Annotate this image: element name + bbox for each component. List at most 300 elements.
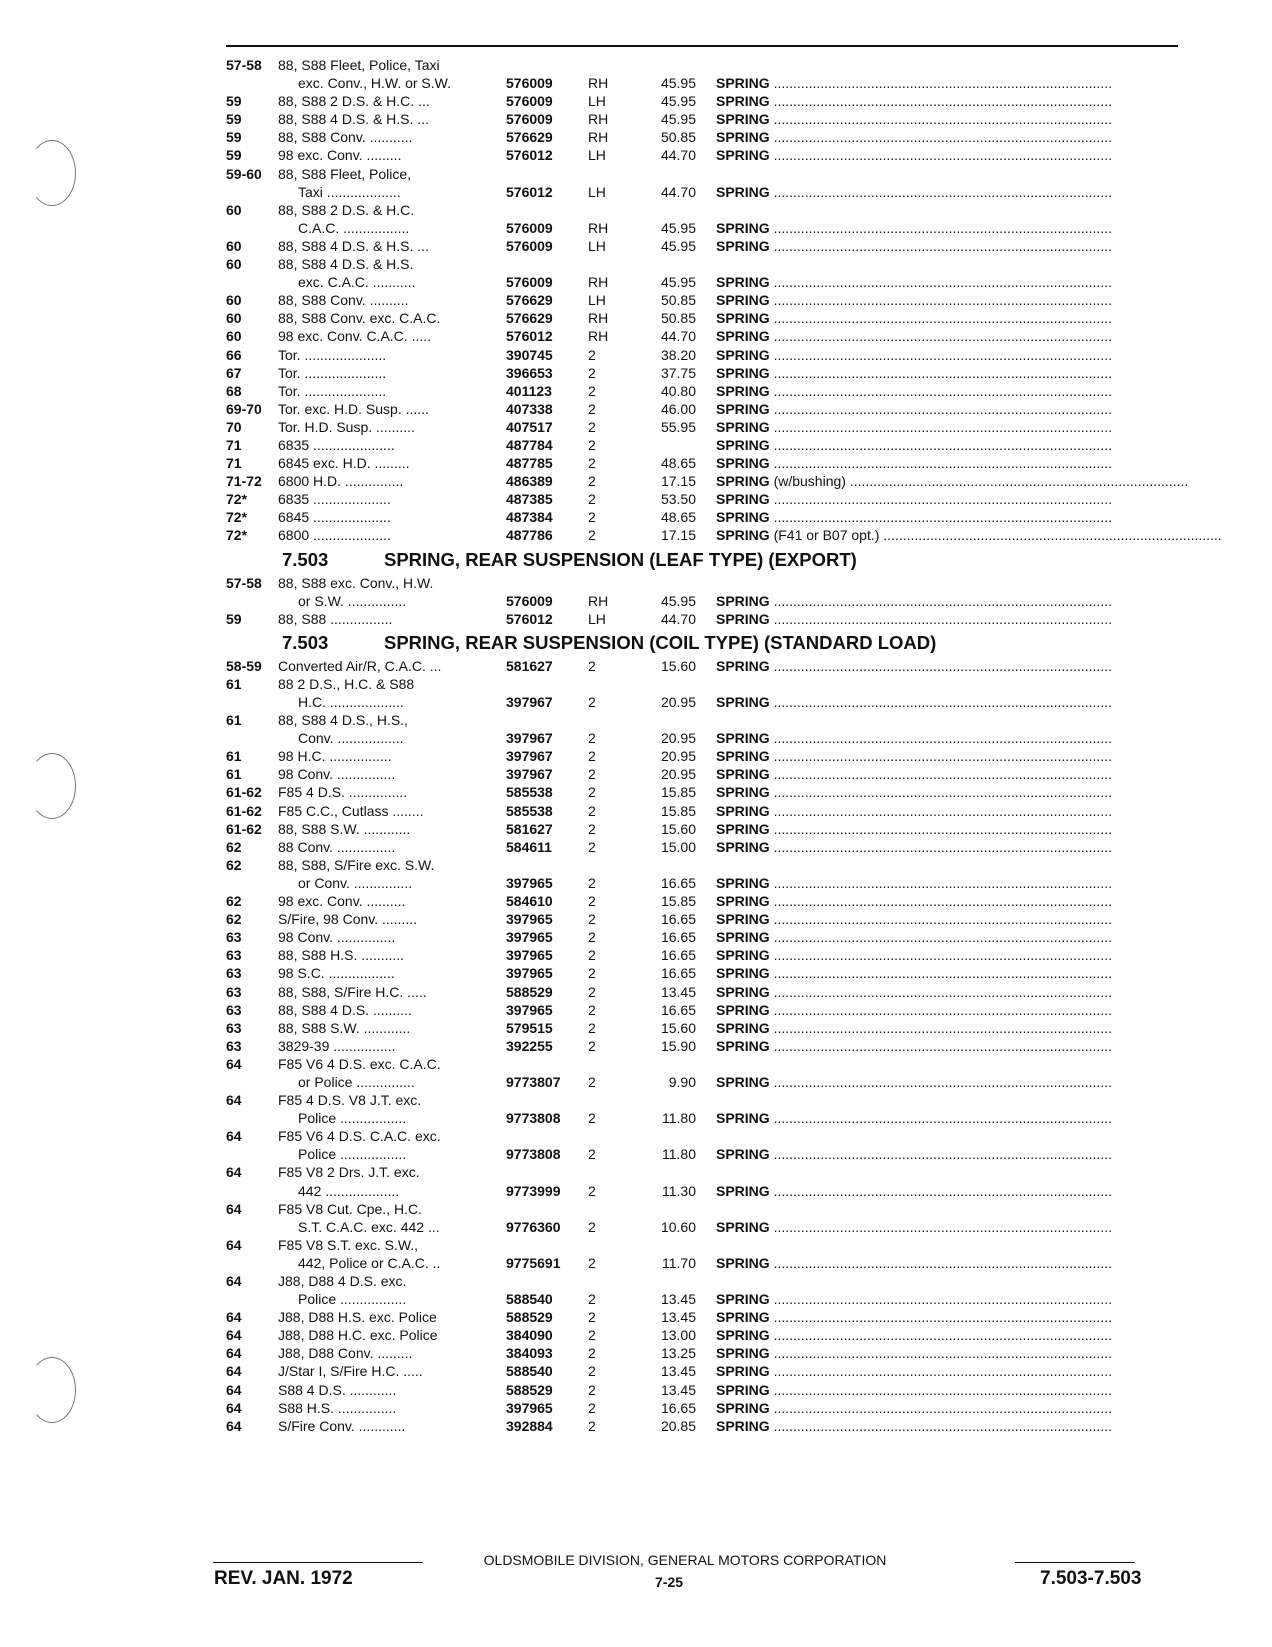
quantity: 2 bbox=[588, 473, 596, 490]
part-name: SPRING bbox=[716, 1218, 770, 1235]
price: 45.95 bbox=[660, 75, 696, 92]
part-name: SPRING bbox=[716, 400, 770, 417]
leader-dots: ....................................................................................... bbox=[769, 610, 1112, 627]
model-year: 72* bbox=[226, 527, 248, 544]
leader-dots: ....................................................................................... bbox=[769, 592, 1112, 609]
leader-dots: ....................................................................................... bbox=[769, 657, 1112, 674]
leader-dots: ....................................................................................... bbox=[769, 947, 1112, 964]
model-description: 98 exc. Conv. ......... bbox=[278, 147, 402, 164]
price: 15.00 bbox=[660, 838, 696, 855]
model-description: Tor. H.D. Susp. .......... bbox=[278, 418, 415, 435]
part-name: SPRING bbox=[716, 748, 770, 765]
part-number: 588540 bbox=[506, 1291, 553, 1308]
leader-dots: ....................................................................................... bbox=[879, 527, 1222, 544]
price: 20.95 bbox=[660, 766, 696, 783]
model-description: Police ................. bbox=[298, 1146, 407, 1163]
part-name: SPRING bbox=[716, 1327, 770, 1344]
leader-dots: ....................................................................................... bbox=[769, 1327, 1112, 1344]
table-row bbox=[226, 1362, 1181, 1380]
price: 15.85 bbox=[660, 802, 696, 819]
quantity: 2 bbox=[588, 983, 596, 1000]
part-description bbox=[716, 657, 1181, 676]
price: 13.45 bbox=[660, 1363, 696, 1380]
table-row bbox=[226, 1236, 1181, 1272]
model-year: 64 bbox=[226, 1381, 242, 1398]
table-row bbox=[226, 783, 1181, 801]
price: 45.95 bbox=[660, 93, 696, 110]
quantity: 2 bbox=[588, 1146, 596, 1163]
model-description: 88, S88 ................ bbox=[278, 610, 393, 627]
part-description bbox=[716, 183, 1181, 202]
part-number: 576629 bbox=[506, 129, 553, 146]
model-description: 88, S88 exc. Conv., H.W. bbox=[278, 574, 434, 591]
page-number: 7-25 bbox=[655, 1574, 684, 1590]
price: 45.95 bbox=[660, 274, 696, 291]
section-number: 7.503 bbox=[282, 548, 329, 570]
leader-dots: ....................................................................................... bbox=[769, 1399, 1112, 1416]
model-description: F85 4 D.S. V8 J.T. exc. bbox=[278, 1092, 422, 1109]
model-description: Tor. ..................... bbox=[278, 382, 387, 399]
table-row bbox=[226, 490, 1181, 508]
part-number: 487385 bbox=[506, 491, 553, 508]
model-description: 442, Police or C.A.C. .. bbox=[298, 1254, 441, 1271]
price: 15.90 bbox=[660, 1037, 696, 1054]
leader-dots: ....................................................................................... bbox=[769, 129, 1112, 146]
model-year: 59 bbox=[226, 610, 242, 627]
part-number: 576012 bbox=[506, 147, 553, 164]
model-year: 60 bbox=[226, 310, 242, 327]
model-description: or Police ............... bbox=[298, 1073, 415, 1090]
table-row bbox=[226, 1399, 1181, 1417]
quantity: RH bbox=[588, 111, 609, 128]
part-name: SPRING bbox=[716, 1110, 770, 1127]
quantity: 2 bbox=[588, 1363, 596, 1380]
table-row bbox=[226, 364, 1181, 382]
model-description: 88, S88 S.W. ............ bbox=[278, 1019, 411, 1036]
quantity: 2 bbox=[588, 1254, 596, 1271]
part-name: SPRING bbox=[716, 1182, 770, 1199]
part-description bbox=[716, 1381, 1181, 1400]
part-number: 576012 bbox=[506, 610, 553, 627]
quantity: 2 bbox=[588, 1291, 596, 1308]
part-description bbox=[716, 472, 1189, 491]
quantity: 2 bbox=[588, 1345, 596, 1362]
binder-hole-icon bbox=[28, 140, 76, 206]
part-number: 407517 bbox=[506, 418, 553, 435]
table-row bbox=[226, 910, 1181, 928]
price: 11.30 bbox=[662, 1182, 696, 1199]
model-year: 63 bbox=[226, 965, 242, 982]
model-year: 61 bbox=[226, 712, 242, 729]
part-number: 576009 bbox=[506, 93, 553, 110]
model-year: 61 bbox=[226, 675, 242, 692]
part-number: 576009 bbox=[506, 75, 553, 92]
model-year: 59 bbox=[226, 111, 242, 128]
model-description: 6845 .................... bbox=[278, 509, 391, 526]
table-row bbox=[226, 802, 1181, 820]
model-description: 88 Conv. ............... bbox=[278, 838, 396, 855]
part-description bbox=[716, 490, 1181, 509]
model-description: Conv. ................. bbox=[298, 730, 404, 747]
part-description bbox=[716, 1290, 1181, 1309]
part-name: SPRING bbox=[716, 1073, 770, 1090]
leader-dots: ....................................................................................... bbox=[769, 838, 1112, 855]
part-number: 9776360 bbox=[506, 1218, 561, 1235]
part-number: 397965 bbox=[506, 947, 553, 964]
model-year: 64 bbox=[226, 1164, 242, 1181]
parts-listing bbox=[226, 56, 1222, 1435]
part-name: SPRING bbox=[716, 75, 770, 92]
model-year: 64 bbox=[226, 1236, 242, 1253]
part-name: SPRING bbox=[716, 802, 770, 819]
part-name: SPRING bbox=[716, 1381, 770, 1398]
part-number: 588540 bbox=[506, 1363, 553, 1380]
table-row bbox=[226, 255, 1181, 291]
part-name: SPRING bbox=[716, 610, 770, 627]
part-name: SPRING bbox=[716, 418, 770, 435]
model-year: 60 bbox=[226, 256, 242, 273]
part-name: SPRING bbox=[716, 93, 770, 110]
model-description: J88, D88 Conv. ......... bbox=[278, 1345, 413, 1362]
price: 44.70 bbox=[660, 183, 696, 200]
model-description: S/Fire, 98 Conv. ......... bbox=[278, 911, 418, 928]
model-year: 60 bbox=[226, 292, 242, 309]
binder-hole-icon bbox=[28, 753, 76, 819]
leader-dots: ....................................................................................... bbox=[769, 730, 1112, 747]
table-row bbox=[226, 946, 1181, 964]
quantity: 2 bbox=[588, 346, 596, 363]
model-year: 63 bbox=[226, 947, 242, 964]
model-description: 88 2 D.S., H.C. & S88 bbox=[278, 675, 415, 692]
model-year: 64 bbox=[226, 1273, 242, 1289]
part-number: 392255 bbox=[506, 1037, 553, 1054]
model-year: 63 bbox=[226, 983, 242, 1000]
part-number: 576012 bbox=[506, 328, 553, 345]
quantity: 2 bbox=[588, 965, 596, 982]
table-row bbox=[226, 892, 1181, 910]
part-description bbox=[716, 146, 1181, 165]
price: 17.15 bbox=[660, 473, 696, 490]
quantity: RH bbox=[588, 592, 609, 609]
part-description bbox=[716, 1001, 1181, 1020]
price: 20.85 bbox=[660, 1417, 696, 1434]
table-row bbox=[226, 1200, 1181, 1236]
price: 17.15 bbox=[660, 527, 696, 544]
table-row bbox=[226, 964, 1181, 982]
quantity: 2 bbox=[588, 364, 596, 381]
model-year: 59 bbox=[226, 147, 242, 164]
table-row bbox=[226, 1091, 1181, 1127]
part-description bbox=[716, 964, 1181, 983]
model-description: exc. Conv., H.W. or S.W. bbox=[298, 75, 451, 92]
quantity: 2 bbox=[588, 455, 596, 472]
model-year: 64 bbox=[226, 1309, 242, 1326]
price: 13.45 bbox=[660, 1381, 696, 1398]
price: 45.95 bbox=[660, 237, 696, 254]
model-description: 98 S.C. ................. bbox=[278, 965, 395, 982]
part-description bbox=[716, 364, 1181, 383]
part-number: 397965 bbox=[506, 965, 553, 982]
table-row bbox=[226, 92, 1181, 110]
leader-dots: ....................................................................................... bbox=[769, 911, 1112, 928]
part-name: SPRING bbox=[716, 237, 770, 254]
price: 15.60 bbox=[660, 820, 696, 837]
quantity: LH bbox=[588, 147, 606, 164]
price: 48.65 bbox=[660, 455, 696, 472]
model-year: 64 bbox=[226, 1128, 242, 1145]
part-number: 576009 bbox=[506, 274, 553, 291]
part-description bbox=[716, 592, 1181, 611]
part-name: SPRING bbox=[716, 874, 770, 891]
table-row bbox=[226, 327, 1181, 345]
model-year: 57-58 bbox=[226, 574, 262, 591]
part-note: (F41 or B07 opt.) bbox=[769, 527, 880, 544]
quantity: 2 bbox=[588, 1182, 596, 1199]
leader-dots: ....................................................................................... bbox=[769, 1363, 1112, 1380]
model-year: 63 bbox=[226, 1001, 242, 1018]
table-row bbox=[226, 346, 1181, 364]
part-description bbox=[716, 729, 1181, 748]
part-description bbox=[716, 526, 1222, 545]
price: 11.70 bbox=[662, 1254, 696, 1271]
model-description: S/Fire Conv. ............ bbox=[278, 1417, 406, 1434]
leader-dots: ....................................................................................... bbox=[769, 1073, 1112, 1090]
quantity: 2 bbox=[588, 382, 596, 399]
quantity: LH bbox=[588, 183, 606, 200]
part-name: SPRING bbox=[716, 473, 770, 490]
leader-dots: ....................................................................................... bbox=[769, 965, 1112, 982]
leader-dots: ....................................................................................... bbox=[769, 310, 1112, 327]
model-year: 60 bbox=[226, 328, 242, 345]
part-name: SPRING bbox=[716, 911, 770, 928]
model-description: 88, S88 S.W. ............ bbox=[278, 820, 411, 837]
model-description: 88, S88 2 D.S. & H.C. ... bbox=[278, 93, 430, 110]
model-description: F85 V6 4 D.S. exc. C.A.C. bbox=[278, 1055, 441, 1072]
table-row bbox=[226, 1272, 1181, 1308]
quantity: RH bbox=[588, 328, 609, 345]
part-description bbox=[716, 273, 1181, 292]
part-number: 588529 bbox=[506, 1381, 553, 1398]
price: 46.00 bbox=[660, 400, 696, 417]
part-name: SPRING bbox=[716, 274, 770, 291]
quantity: RH bbox=[588, 75, 609, 92]
model-description: J/Star I, S/Fire H.C. ..... bbox=[278, 1363, 423, 1380]
model-description: J88, D88 4 D.S. exc. bbox=[278, 1273, 407, 1289]
price: 45.95 bbox=[660, 219, 696, 236]
quantity: 2 bbox=[588, 748, 596, 765]
model-year: 59 bbox=[226, 129, 242, 146]
part-description bbox=[716, 747, 1181, 766]
price: 50.85 bbox=[660, 310, 696, 327]
section-title bbox=[226, 545, 1181, 574]
price: 20.95 bbox=[660, 730, 696, 747]
part-name: SPRING bbox=[716, 983, 770, 1000]
model-description: 88, S88, S/Fire H.C. ..... bbox=[278, 983, 427, 1000]
part-number: 397965 bbox=[506, 1001, 553, 1018]
part-description bbox=[716, 1019, 1181, 1038]
model-year: 62 bbox=[226, 838, 242, 855]
model-description: 98 Conv. ............... bbox=[278, 766, 396, 783]
part-number: 384093 bbox=[506, 1345, 553, 1362]
leader-dots: ....................................................................................... bbox=[769, 802, 1112, 819]
model-description: 88, S88 4 D.S. & H.S. bbox=[278, 256, 414, 273]
model-description: F85 V8 Cut. Cpe., H.C. bbox=[278, 1200, 422, 1217]
table-row bbox=[226, 983, 1181, 1001]
part-description bbox=[716, 219, 1181, 238]
quantity: 2 bbox=[588, 694, 596, 710]
model-description: Converted Air/R, C.A.C. ... bbox=[278, 657, 442, 674]
leader-dots: ....................................................................................... bbox=[769, 219, 1112, 236]
part-number: 397967 bbox=[506, 730, 553, 747]
part-description bbox=[716, 1182, 1181, 1201]
part-name: SPRING bbox=[716, 1363, 770, 1380]
part-number: 9773808 bbox=[506, 1110, 561, 1127]
part-name: SPRING bbox=[716, 1291, 770, 1308]
table-row bbox=[226, 1381, 1181, 1399]
price: 53.50 bbox=[660, 491, 696, 508]
part-description bbox=[716, 693, 1181, 712]
table-row bbox=[226, 928, 1181, 946]
model-description: 98 H.C. ................ bbox=[278, 748, 392, 765]
part-description bbox=[716, 382, 1181, 401]
quantity: 2 bbox=[588, 1218, 596, 1235]
leader-dots: ....................................................................................... bbox=[769, 1218, 1112, 1235]
leader-dots: ....................................................................................... bbox=[769, 111, 1112, 128]
part-name: SPRING bbox=[716, 346, 770, 363]
quantity: 2 bbox=[588, 527, 596, 544]
model-year: 59 bbox=[226, 93, 242, 110]
part-description bbox=[716, 838, 1181, 857]
model-year: 64 bbox=[226, 1092, 242, 1109]
price: 38.20 bbox=[660, 346, 696, 363]
model-description: 88, S88 Fleet, Police, bbox=[278, 165, 412, 182]
model-year: 62 bbox=[226, 856, 242, 873]
leader-dots: ....................................................................................... bbox=[769, 436, 1112, 453]
leader-dots: ....................................................................................... bbox=[769, 766, 1112, 783]
leader-dots: ....................................................................................... bbox=[769, 748, 1112, 765]
part-number: 576009 bbox=[506, 592, 553, 609]
price: 40.80 bbox=[660, 382, 696, 399]
model-year: 62 bbox=[226, 911, 242, 928]
price: 45.95 bbox=[660, 111, 696, 128]
model-description: Police ................. bbox=[298, 1291, 407, 1308]
model-description: F85 V6 4 D.S. C.A.C. exc. bbox=[278, 1128, 441, 1145]
part-number: 407338 bbox=[506, 400, 553, 417]
part-description bbox=[716, 346, 1181, 365]
price: 15.60 bbox=[660, 1019, 696, 1036]
part-name: SPRING bbox=[716, 436, 770, 453]
leader-dots: ....................................................................................... bbox=[769, 75, 1112, 92]
part-description bbox=[716, 1344, 1181, 1363]
part-number: 487784 bbox=[506, 436, 553, 453]
leader-dots: ....................................................................................... bbox=[769, 1309, 1112, 1326]
part-description bbox=[716, 454, 1181, 473]
model-year: 63 bbox=[226, 1037, 242, 1054]
part-name: SPRING bbox=[716, 1019, 770, 1036]
quantity: 2 bbox=[588, 911, 596, 928]
leader-dots: ....................................................................................... bbox=[769, 346, 1112, 363]
part-number: 579515 bbox=[506, 1019, 553, 1036]
price: 15.60 bbox=[660, 657, 696, 674]
part-description bbox=[716, 1218, 1181, 1237]
quantity: 2 bbox=[588, 1399, 596, 1416]
price: 15.85 bbox=[660, 784, 696, 801]
part-description bbox=[716, 400, 1181, 419]
leader-dots: ....................................................................................... bbox=[845, 473, 1189, 490]
part-description bbox=[716, 327, 1181, 346]
model-description: Taxi ................... bbox=[298, 183, 401, 200]
model-year: 61 bbox=[226, 748, 242, 765]
price: 44.70 bbox=[660, 610, 696, 627]
part-number: 397965 bbox=[506, 911, 553, 928]
leader-dots: ....................................................................................... bbox=[769, 364, 1112, 381]
price: 50.85 bbox=[660, 292, 696, 309]
quantity: 2 bbox=[588, 730, 596, 747]
model-description: or S.W. ............... bbox=[298, 592, 407, 609]
part-number: 576629 bbox=[506, 292, 553, 309]
price: 15.85 bbox=[660, 893, 696, 910]
part-description bbox=[716, 610, 1181, 629]
leader-dots: ....................................................................................... bbox=[769, 784, 1112, 801]
part-number: 576009 bbox=[506, 219, 553, 236]
table-row bbox=[226, 711, 1181, 747]
part-name: SPRING bbox=[716, 893, 770, 910]
part-description bbox=[716, 910, 1181, 929]
price: 9.90 bbox=[668, 1073, 696, 1090]
part-name: SPRING bbox=[716, 219, 770, 236]
part-number: 576629 bbox=[506, 310, 553, 327]
leader-dots: ....................................................................................... bbox=[769, 1381, 1112, 1398]
quantity: 2 bbox=[588, 874, 596, 891]
part-description bbox=[716, 291, 1181, 310]
quantity: 2 bbox=[588, 1073, 596, 1090]
part-name: SPRING bbox=[716, 292, 770, 309]
part-name: SPRING bbox=[716, 1417, 770, 1434]
part-description bbox=[716, 1037, 1181, 1056]
table-row bbox=[226, 838, 1181, 856]
part-name: SPRING bbox=[716, 509, 770, 526]
part-name: SPRING bbox=[716, 382, 770, 399]
quantity: RH bbox=[588, 310, 609, 327]
quantity: 2 bbox=[588, 820, 596, 837]
price: 16.65 bbox=[660, 1001, 696, 1018]
leader-dots: ....................................................................................... bbox=[769, 328, 1112, 345]
quantity: 2 bbox=[588, 1001, 596, 1018]
parts-section bbox=[226, 56, 1222, 545]
model-description: Tor. ..................... bbox=[278, 364, 387, 381]
table-row bbox=[226, 472, 1189, 490]
part-name: SPRING bbox=[716, 183, 770, 200]
model-year: 72* bbox=[226, 509, 248, 526]
model-description: 6800 H.D. ............... bbox=[278, 473, 404, 490]
table-row bbox=[226, 856, 1181, 892]
leader-dots: ....................................................................................... bbox=[769, 237, 1112, 254]
quantity: 2 bbox=[588, 1309, 596, 1326]
model-description: Tor. ..................... bbox=[278, 346, 387, 363]
table-row bbox=[226, 574, 1181, 610]
model-description: C.A.C. ................. bbox=[298, 219, 410, 236]
part-number: 397967 bbox=[506, 748, 553, 765]
top-rule bbox=[226, 45, 1178, 47]
model-year: 66 bbox=[226, 346, 242, 363]
quantity: 2 bbox=[588, 947, 596, 964]
part-name: SPRING bbox=[716, 929, 770, 946]
part-number: 397967 bbox=[506, 694, 553, 710]
part-description bbox=[716, 74, 1181, 93]
quantity: 2 bbox=[588, 784, 596, 801]
model-description: 88, S88 Fleet, Police, Taxi bbox=[278, 57, 440, 73]
part-number: 401123 bbox=[506, 382, 552, 399]
